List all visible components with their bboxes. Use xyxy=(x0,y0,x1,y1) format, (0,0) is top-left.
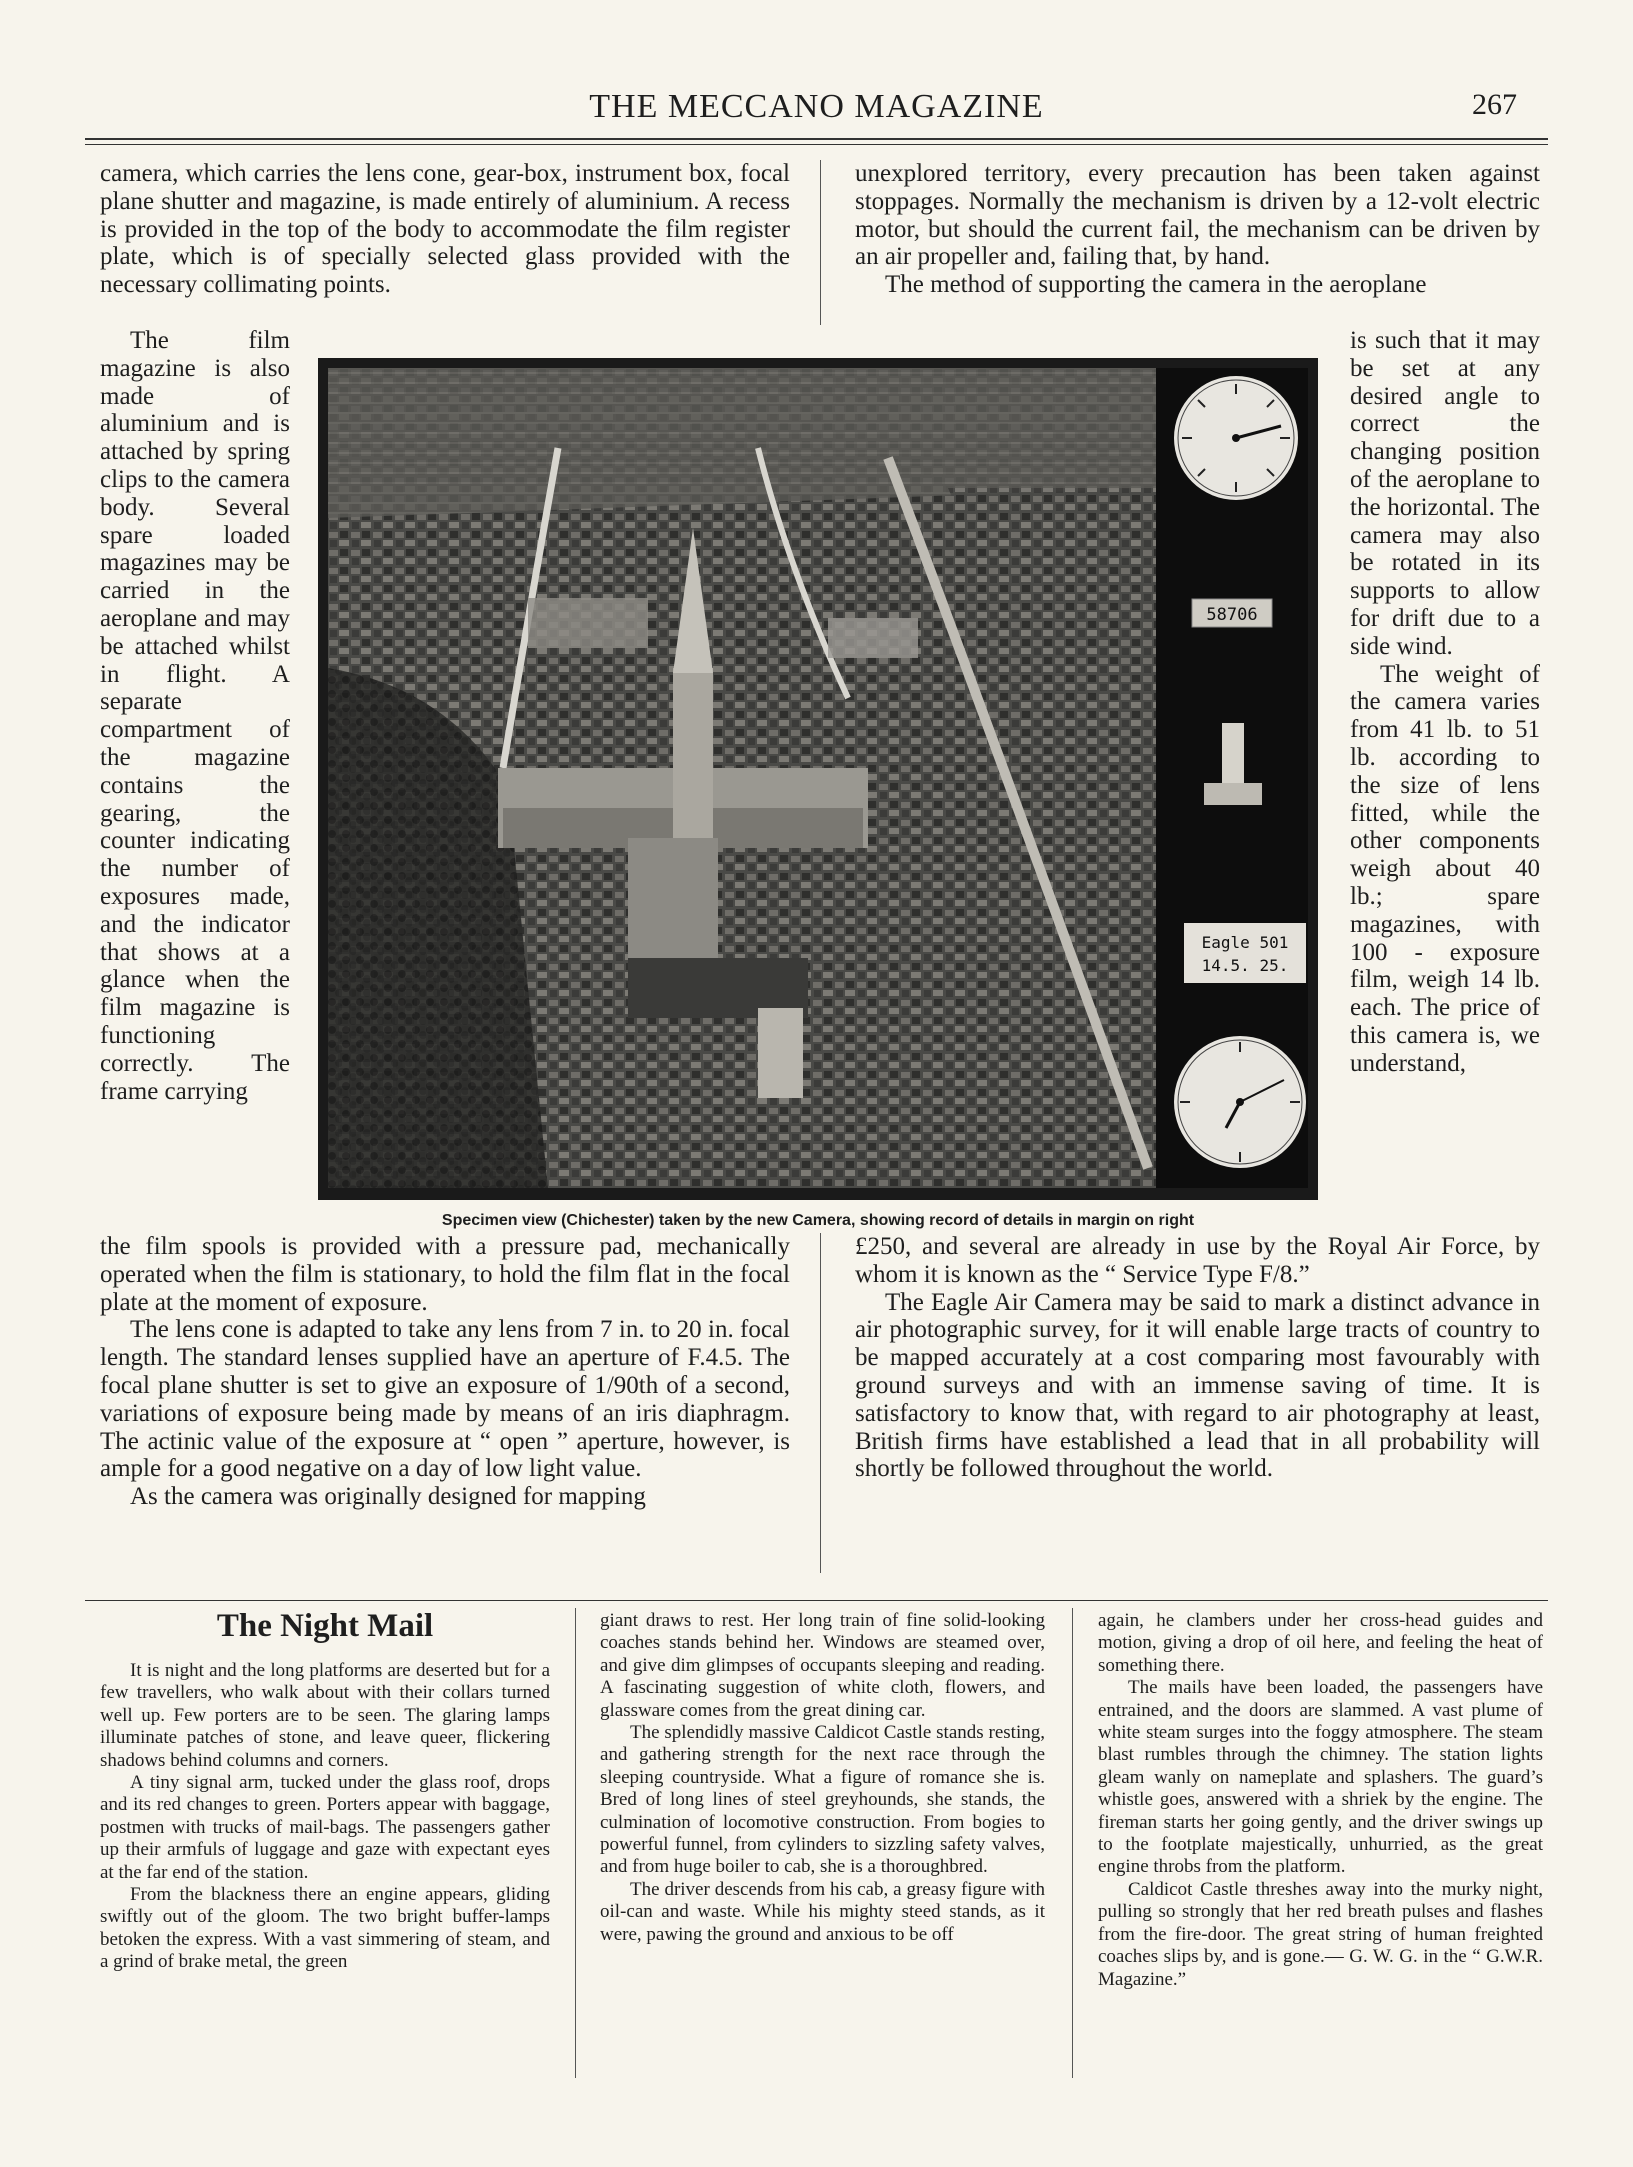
article-right-bottom xyxy=(855,1233,1540,1483)
paragraph: The method of supporting the camera in the aeroplane xyxy=(885,271,1427,299)
instrument-readouts xyxy=(1156,368,1308,1188)
header-rule xyxy=(85,138,1548,140)
paragraph: The driver descends from his cab, a greasy figure with oil-can and waste. While his mighty steed stands, as it were, pawing the ground and anxious to be off xyxy=(600,1878,1045,1945)
instrument-margin-panel xyxy=(1156,368,1308,1188)
night-mail-column-2 xyxy=(600,1610,1045,1946)
column-divider xyxy=(820,1233,821,1573)
figure-caption: Specimen view (Chichester) taken by the new Camera, showing record of details in margin on right xyxy=(441,1212,1195,1229)
night-mail-title: The Night Mail xyxy=(216,1608,434,1644)
night-mail-column-3 xyxy=(1098,1610,1543,1991)
article-left-narrow xyxy=(100,327,290,1105)
exposure-counter: 58706 xyxy=(1206,605,1258,625)
paragraph: From the blackness there an engine appears, gliding swiftly out of the gloom. The two bright buffer-lamps betoken the express. With a vast simmering of steam, and a grind of brake metal, the green xyxy=(100,1884,550,1973)
aerial-photo-illustration xyxy=(328,368,1156,1188)
paragraph: The lens cone is adapted to take any lens from 7 in. to 20 in. focal length. The standard lenses supplied have an aperture of F.4.5. The focal plane shutter is set to give an exposure of 1/90th of a second, variations of exposure being made by means of an iris diaphragm. The actinic value of the exposure at “ open ” aperture, however, is ample for a good negative on a day of low light value. xyxy=(100,1316,790,1483)
paragraph: the film spools is provided with a pressure pad, mechanically operated when the film is stationary, to hold the film flat in the focal plate at the moment of exposure. xyxy=(100,1233,790,1316)
paragraph: again, he clambers under her cross-head guides and motion, giving a drop of oil here, and feeling the heat of something there. xyxy=(1098,1610,1543,1676)
article-left-intro xyxy=(100,160,790,299)
label-line-1: Eagle 501 xyxy=(1201,933,1289,952)
page-number: 267 xyxy=(1472,88,1517,121)
article-right-intro xyxy=(855,160,1540,299)
header-rule-thin xyxy=(85,144,1548,145)
night-mail-column-1 xyxy=(100,1660,550,1974)
paragraph: Caldicot Castle threshes away into the murky night, pulling so strongly that her red breath pulses and flashes from the fire-door. The great string of human freighted coaches slips by, and is gone.— G. W. G. in the “ G.W.R. Magazine.” xyxy=(1098,1878,1543,1990)
article-right-narrow xyxy=(1350,327,1540,1078)
paragraph: The film magazine is also made of aluminium and is attached by spring clips to the camera body. Several spare loaded magazines may be carried in the aeroplane and may be attached whilst in flight. A separate compartment of the magazine contains the gearing, the counter indicating the number of exposures made, and the indicator that shows at a glance when the film magazine is functioning correctly. The frame carrying xyxy=(100,327,290,1105)
column-divider xyxy=(575,1608,576,2078)
section-rule xyxy=(85,1600,1548,1601)
paragraph: £250, and several are already in use by the Royal Air Force, by whom it is known as the “ Service Type F/8.” xyxy=(855,1233,1540,1288)
column-divider xyxy=(820,160,821,325)
paragraph: The Eagle Air Camera may be said to mark a distinct advance in air photographic survey, for it will enable large tracts of country to be mapped accurately at a cost comparing most favourably with ground surveys and with an immense saving of time. It is satisfactory to know that, with regard to air photography at least, British firms have established a lead that in all probability will shortly be followed throughout the world. xyxy=(855,1288,1540,1483)
paragraph: giant draws to rest. Her long train of fine solid-looking coaches stands behind her. Windows are steamed over, and give dim glimpses of occupants sleeping and reading. A fascinating suggestion of white cloth, flowers, and glassware comes from the great dining car. xyxy=(600,1610,1045,1721)
paragraph: is such that it may be set at any desired angle to correct the changing position of the aeroplane to the horizontal. The camera may also be rotated in its supports to allow for drift due to a side wind. xyxy=(1350,327,1540,660)
paragraph: The mails have been loaded, the passengers have entrained, and the doors are slammed. A vast plume of white steam surges into the foggy atmosphere. The steam blast rumbles through the chimney. The station lights gleam wanly on nameplate and splashers. The guard’s whistle goes, answered with a shriek by the engine. The fireman starts her going gently, and the driver swings up to the footplate majestically, unhurried, as the great engine throbs from the platform. xyxy=(1098,1677,1543,1878)
paragraph: unexplored territory, every precaution has been taken against stoppages. Normally the mechanism is driven by a 12-volt electric motor, but should the current fail, the mechanism can be driven by an air propeller and, failing that, by hand. xyxy=(855,160,1540,271)
aerial-photo-figure xyxy=(318,358,1318,1200)
label-line-2: 14.5. 25. xyxy=(1201,956,1289,975)
paragraph: It is night and the long platforms are deserted but for a few travellers, who walk about with their collars turned well up. Few porters are to be seen. The glaring lamps illuminate patches of stone, and leave queer, flickering shadows behind columns and corners. xyxy=(100,1660,550,1771)
paragraph: The splendidly massive Caldicot Castle stands resting, and gathering strength for the next race through the sleeping countryside. What a figure of romance she is. Bred of long lines of steel greyhounds, she stands, the culmination of locomotive construction. From bogies to powerful funnel, from cylinders to sizzling safety valves, and from huge boiler to cab, she is a thoroughbred. xyxy=(600,1722,1045,1878)
article-left-bottom xyxy=(100,1233,790,1511)
paragraph: camera, which carries the lens cone, gear-box, instrument box, focal plane shutter and magazine, is made entirely of aluminium. A recess is provided in the top of the body to accommodate the film register plate, which is of specially selected glass provided with the necessary collimating points. xyxy=(100,160,790,299)
paragraph: As the camera was originally designed for mapping xyxy=(130,1483,646,1511)
paragraph: A tiny signal arm, tucked under the glass roof, drops and its red changes to green. Porters appear with baggage, postmen with trucks of mail-bags. The passengers gather up their armfuls of luggage and gaze with expectant eyes at the far end of the station. xyxy=(100,1772,550,1883)
aerial-photo-chichester xyxy=(328,368,1156,1188)
column-divider xyxy=(1072,1608,1073,2078)
paragraph: The weight of the camera varies from 41 lb. to 51 lb. according to the size of lens fitted, while the other components weigh about 40 lb.; spare magazines, with 100 - exposure film, weigh 14 lb. each. The price of this camera is, we understand, xyxy=(1350,660,1540,1077)
magazine-title: THE MECCANO MAGAZINE xyxy=(589,88,1044,125)
